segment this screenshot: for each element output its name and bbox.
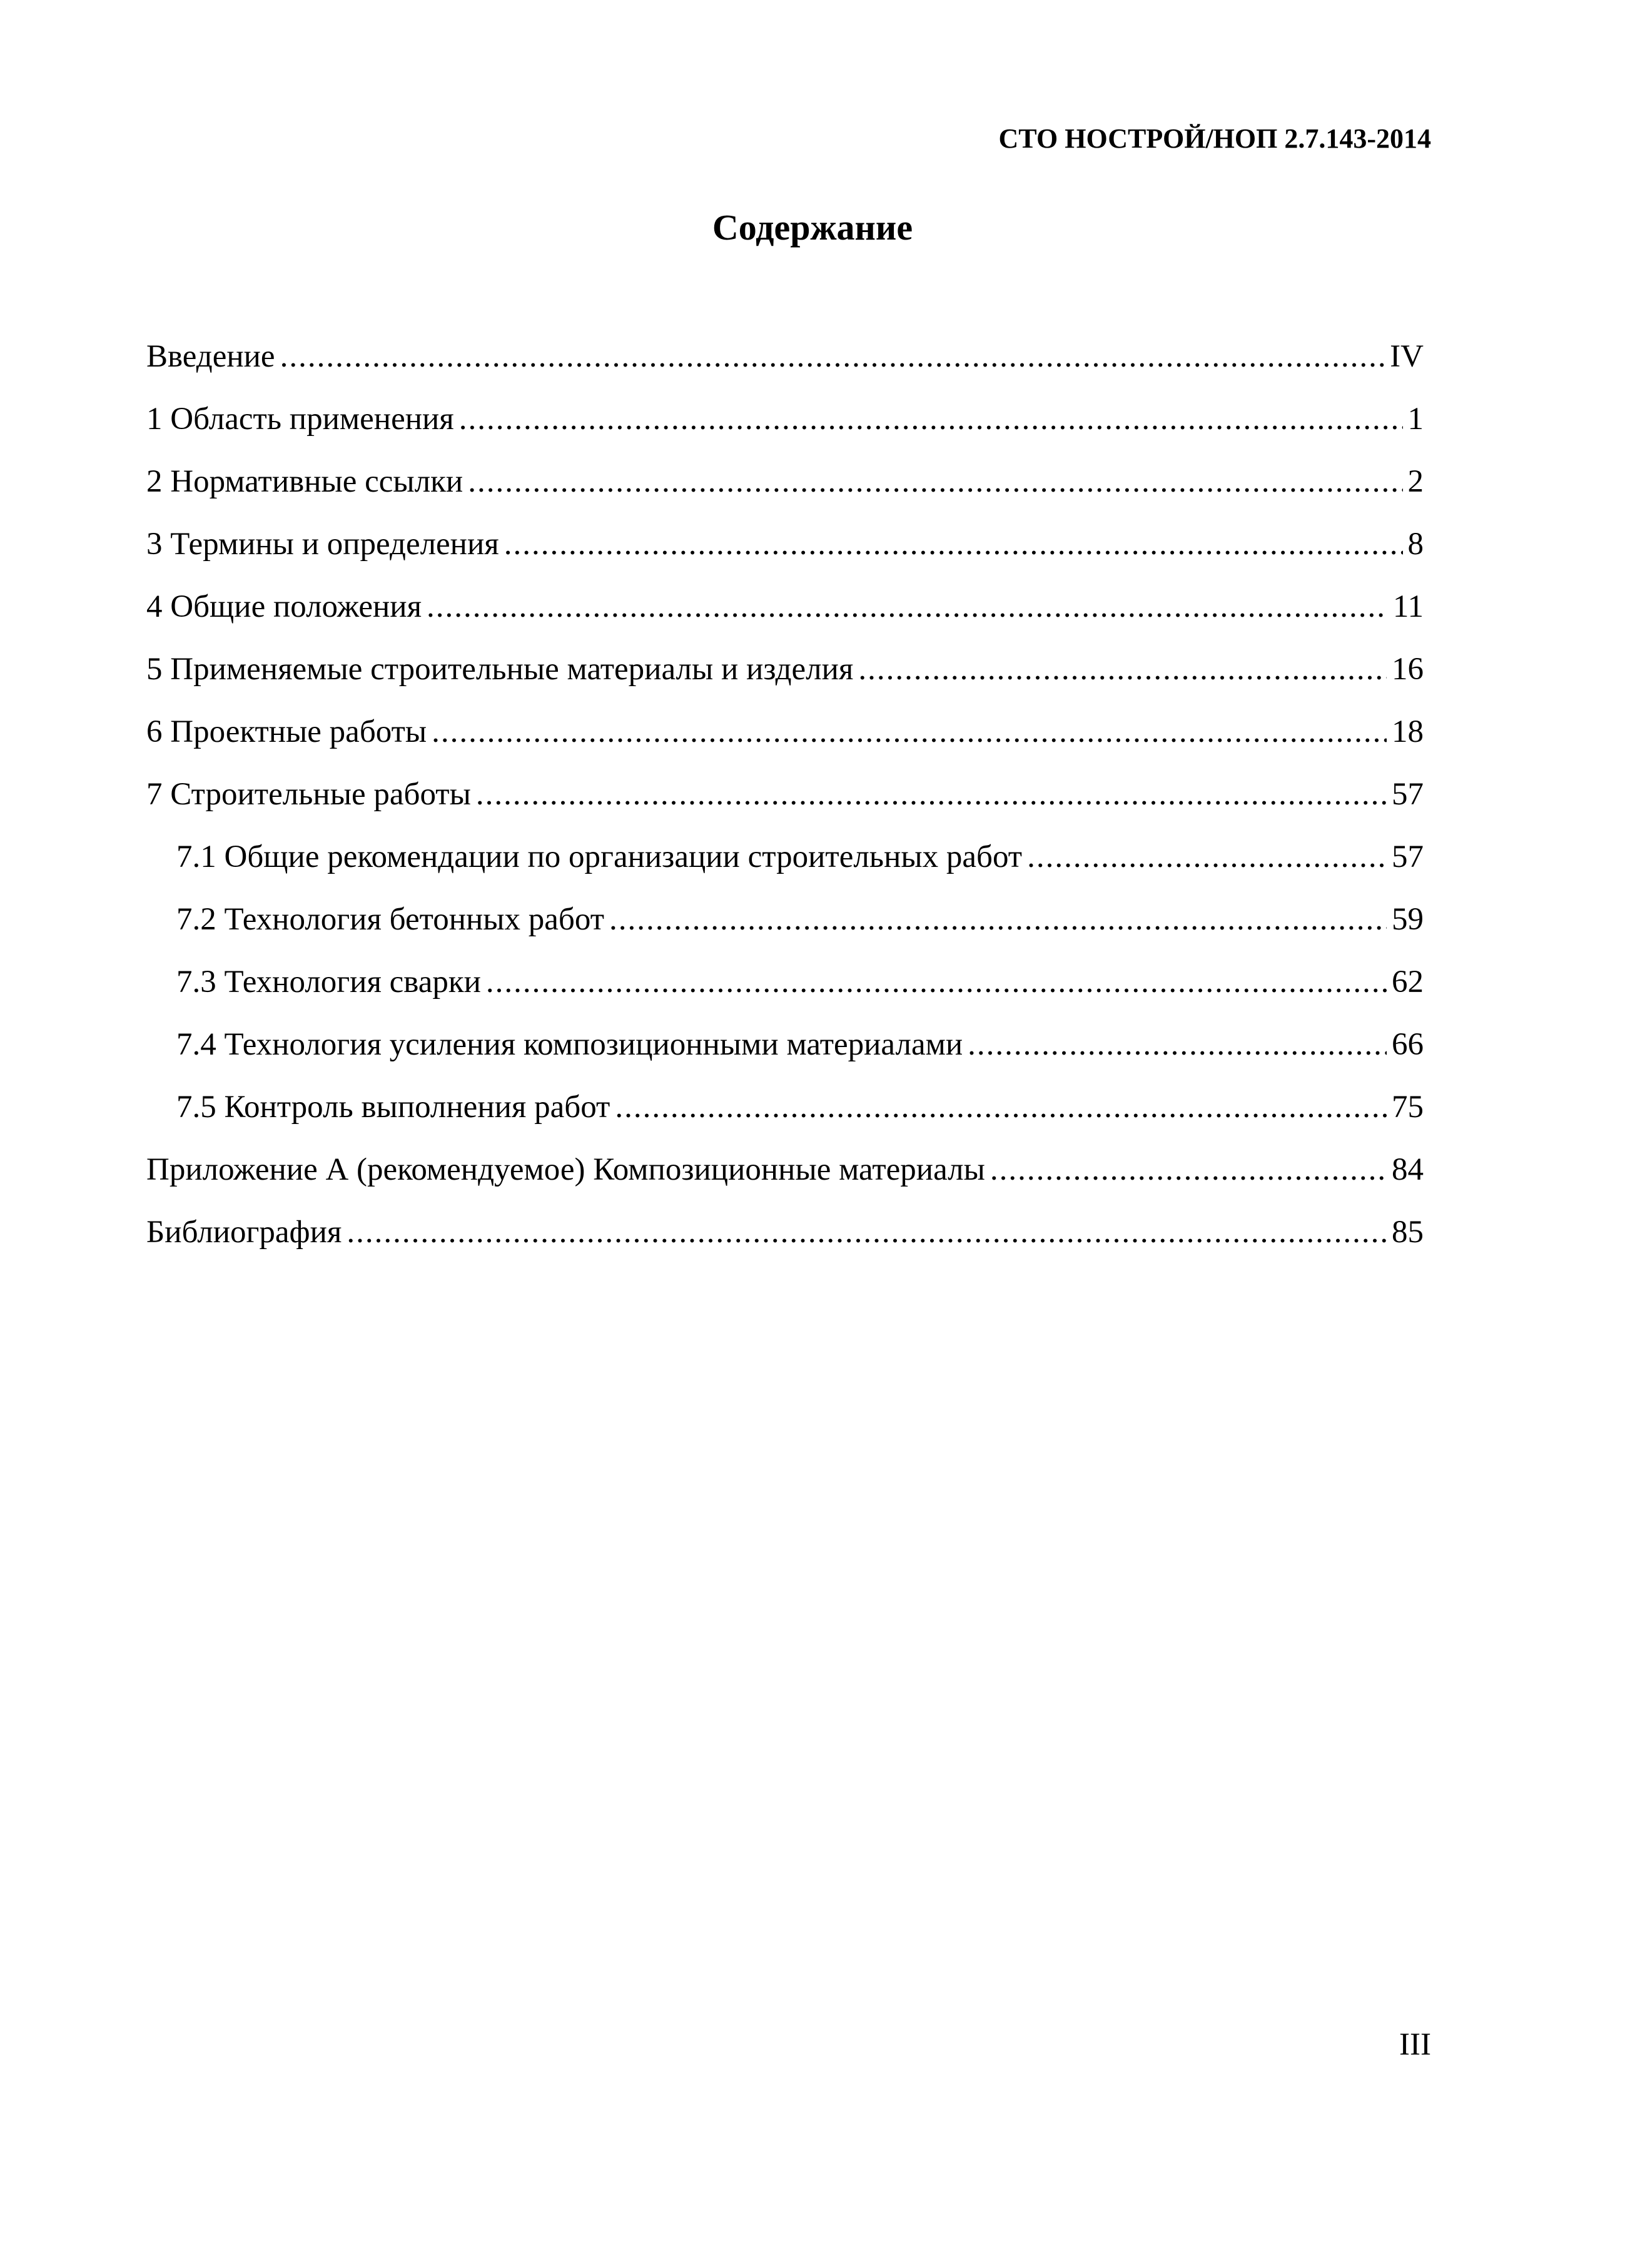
toc-entry-page: 57 [1392, 839, 1424, 874]
toc-entry-label: 6 Проектные работы [146, 714, 427, 749]
toc-entry-page: 8 [1407, 527, 1424, 562]
toc-entry-label: 7.4 Технология усиления композиционными материалами [176, 1027, 963, 1062]
toc-entry-label: 7.1 Общие рекомендации по организации строительных работ [176, 839, 1023, 874]
table-of-contents [146, 325, 1424, 1263]
toc-leader-dots [990, 1138, 1387, 1201]
toc-entry-page: 85 [1392, 1215, 1424, 1250]
toc-leader-dots [468, 450, 1402, 513]
toc-entry-appendix-a[interactable] [146, 1138, 1424, 1201]
toc-entry-page: 62 [1392, 964, 1424, 1000]
toc-entry-page: IV [1390, 339, 1424, 374]
toc-entry-label: 7.5 Контроль выполнения работ [176, 1090, 610, 1125]
toc-entry-section-7-3[interactable] [146, 951, 1424, 1013]
toc-leader-dots [476, 763, 1387, 826]
toc-leader-dots [459, 388, 1403, 450]
toc-entry-section-4[interactable] [146, 575, 1424, 638]
toc-entry-section-3[interactable] [146, 513, 1424, 575]
toc-entry-page: 66 [1392, 1027, 1424, 1062]
toc-entry-page: 57 [1392, 777, 1424, 812]
toc-entry-introduction[interactable] [146, 325, 1424, 388]
toc-leader-dots [280, 325, 1385, 388]
toc-entry-section-5[interactable] [146, 638, 1424, 701]
toc-entry-page: 11 [1392, 589, 1424, 624]
toc-entry-page: 59 [1392, 902, 1424, 937]
toc-leader-dots [1027, 826, 1387, 888]
document-code: СТО НОСТРОЙ/НОП 2.7.143-2014 [998, 123, 1431, 154]
toc-entry-page: 16 [1392, 652, 1424, 687]
toc-title: Содержание [712, 207, 913, 248]
toc-leader-dots [504, 513, 1403, 575]
toc-entry-label: 7.2 Технология бетонных работ [176, 902, 604, 937]
toc-entry-section-6[interactable] [146, 701, 1424, 763]
toc-entry-section-2[interactable] [146, 450, 1424, 513]
toc-entry-section-1[interactable] [146, 388, 1424, 450]
toc-entry-label: 3 Термины и определения [146, 527, 499, 562]
toc-entry-section-7-4[interactable] [146, 1013, 1424, 1076]
toc-entry-label: 5 Применяемые строительные материалы и изделия [146, 652, 854, 687]
toc-entry-page: 2 [1407, 464, 1424, 499]
toc-entry-label: Библиография [146, 1215, 342, 1250]
toc-entry-label: 2 Нормативные ссылки [146, 464, 463, 499]
toc-entry-section-7-2[interactable] [146, 888, 1424, 951]
toc-entry-label: 4 Общие положения [146, 589, 422, 624]
toc-leader-dots [427, 575, 1388, 638]
toc-entry-label: 1 Область применения [146, 402, 454, 437]
page-number: III [1399, 2027, 1431, 2062]
toc-entry-page: 75 [1392, 1090, 1424, 1125]
toc-entry-label: 7 Строительные работы [146, 777, 471, 812]
toc-entry-bibliography[interactable] [146, 1201, 1424, 1263]
toc-entry-label: Введение [146, 339, 275, 374]
toc-leader-dots [968, 1013, 1387, 1076]
toc-entry-section-7-5[interactable] [146, 1076, 1424, 1138]
toc-leader-dots [347, 1201, 1387, 1263]
toc-entry-label: 7.3 Технология сварки [176, 964, 481, 1000]
toc-entry-page: 18 [1392, 714, 1424, 749]
toc-entry-page: 1 [1407, 402, 1424, 437]
toc-entry-section-7-1[interactable] [146, 826, 1424, 888]
toc-entry-label: Приложение А (рекомендуемое) Композиционные материалы [146, 1152, 985, 1187]
toc-leader-dots [615, 1076, 1387, 1138]
toc-entry-section-7[interactable] [146, 763, 1424, 826]
toc-leader-dots [609, 888, 1387, 951]
toc-leader-dots [858, 638, 1387, 701]
toc-entry-page: 84 [1392, 1152, 1424, 1187]
toc-leader-dots [486, 951, 1387, 1013]
toc-leader-dots [432, 701, 1387, 763]
